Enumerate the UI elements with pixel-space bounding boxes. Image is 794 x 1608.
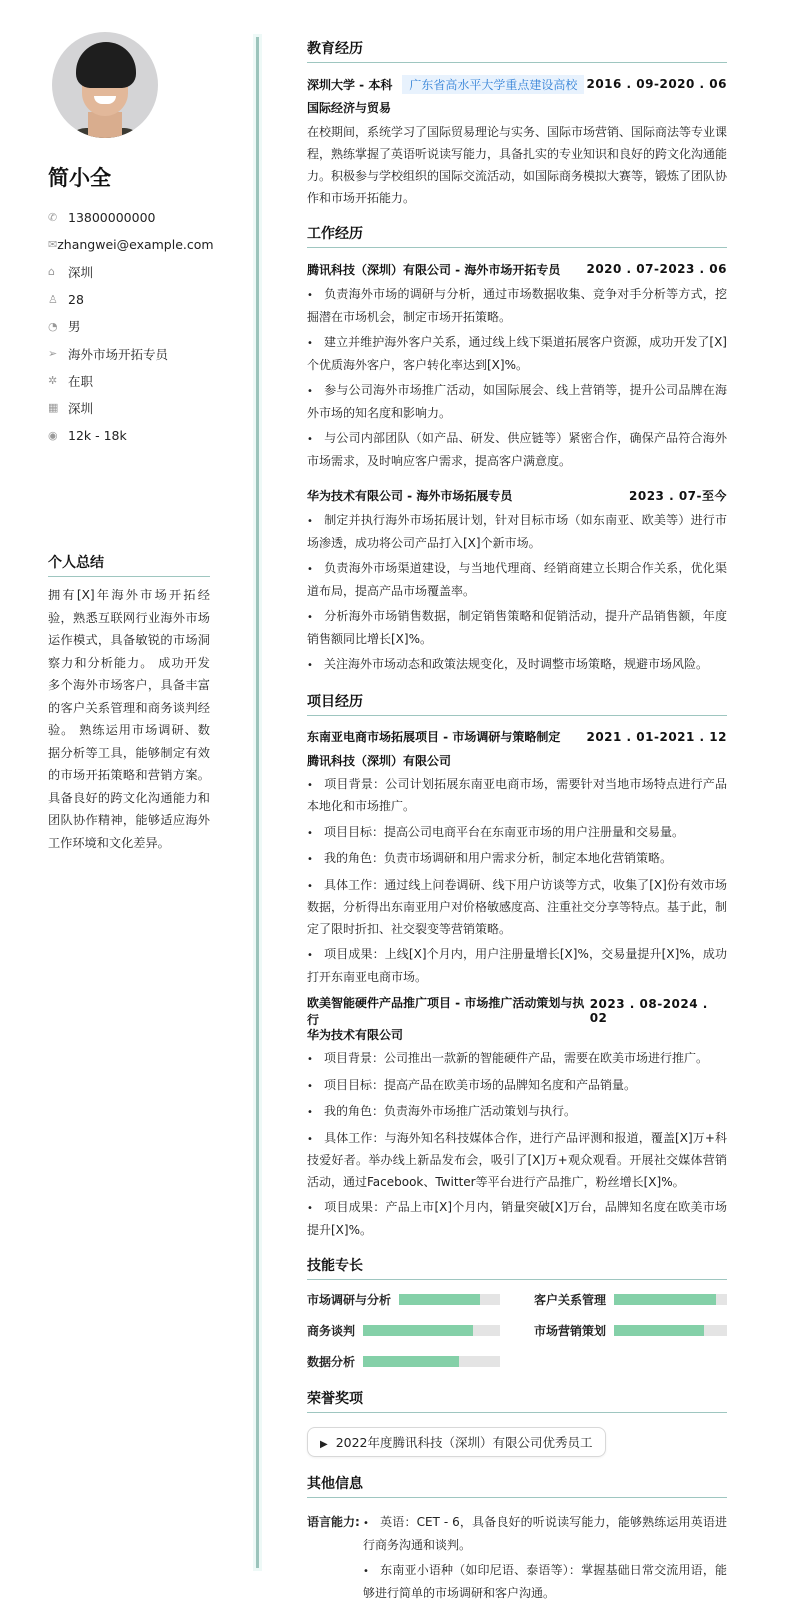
home-icon: ⌂: [48, 265, 55, 279]
skill-item: [307, 1352, 500, 1370]
building-icon: ▦: [48, 401, 59, 415]
job-title: 华为技术有限公司 - 海外市场拓展专员: [307, 488, 513, 503]
skill-name: 市场调研与分析: [307, 1292, 392, 1307]
job-date: 2020 . 07-2023 . 06: [586, 262, 727, 276]
section-title-work: 工作经历: [307, 223, 727, 248]
section-title-projects: 项目经历: [307, 691, 727, 716]
job-header: [307, 258, 727, 280]
award-item[interactable]: [307, 1427, 606, 1457]
list-item: • 项目成果：上线[X]个月内，用户注册量增长[X]%，交易量提升[X]%，成功打开东南亚电商市场。: [307, 947, 727, 984]
list-item: • 具体工作：与海外知名科技媒体合作，进行产品评测和报道，覆盖[X]万+科技爱好者。举办线上新品发布会，吸引了[X]万+观众观看。开展社交媒体营销活动，通过Facebook、Twitter等平台进行产品推广，粉丝增长[X]%。: [307, 1130, 727, 1189]
list-item: • 我的角色：负责海外市场推广活动策划与执行。: [307, 1104, 577, 1118]
skill-bar: [363, 1356, 500, 1367]
email-value: zhangwei@example.com: [57, 237, 214, 253]
summary-title: 个人总结: [48, 552, 210, 577]
list-item: • 项目目标：提高产品在欧美市场的品牌知名度和产品销量。: [307, 1077, 637, 1092]
contact-info-list: [48, 204, 213, 449]
language-label: 语言能力:: [307, 1515, 360, 1529]
education-description: 在校期间，系统学习了国际贸易理论与实务、国际市场营销、国际商法等专业课程，熟练掌握了英语听说读写能力，具备扎实的专业知识和良好的跨文化沟通能力。积极参与学校组织的国际交流活动，如国际商务模拟大赛等，锻炼了团队协作和市场开拓能力。: [307, 125, 728, 205]
target-city-value: 深圳: [68, 400, 94, 416]
info-status: [48, 367, 213, 394]
language-list: [363, 1512, 727, 1608]
skill-item: [307, 1290, 500, 1308]
education-header: [307, 73, 727, 95]
section-title-other: 其他信息: [307, 1473, 727, 1498]
expand-triangle-icon: ▶: [320, 1439, 328, 1450]
project-header: [307, 726, 727, 748]
status-value: 在职: [68, 373, 94, 389]
skill-item: [534, 1321, 727, 1339]
school-name: 深圳大学 - 本科: [307, 77, 393, 92]
skill-bar: [399, 1294, 500, 1305]
job-title: 腾讯科技（深圳）有限公司 - 海外市场开拓专员: [307, 262, 561, 277]
skills-section: [307, 1255, 727, 1370]
list-item: • 与公司内部团队（如产品、研发、供应链等）紧密合作，确保产品符合海外市场需求，及时响应客户需求，提高客户满意度。: [307, 431, 727, 468]
skill-name: 数据分析: [307, 1354, 356, 1369]
project-entry: [307, 726, 727, 989]
school-tag: 广东省高水平大学重点建设高校: [402, 75, 584, 94]
section-title-education: 教育经历: [307, 38, 727, 63]
skill-item: [307, 1321, 500, 1339]
section-title-awards: 荣誉奖项: [307, 1388, 727, 1413]
skill-bar: [614, 1325, 727, 1336]
info-gender: [48, 313, 213, 340]
age-icon: ♙: [48, 292, 58, 306]
project-title: 欧美智能硬件产品推广项目 - 市场推广活动策划与执行: [307, 996, 585, 1027]
mail-icon: ✉: [48, 238, 58, 252]
location-value: 深圳: [68, 264, 94, 280]
major: 国际经济与贸易: [307, 101, 392, 115]
project-company: 华为技术有限公司: [307, 1028, 404, 1042]
language-row: [307, 1512, 727, 1608]
list-item: • 分析海外市场销售数据，制定销售策略和促销活动，提升产品销售额，年度销售额同比增长[X]%。: [307, 609, 727, 646]
projects-section: [307, 691, 727, 1242]
job-bullets: [307, 284, 727, 472]
list-item: • 负责海外市场的调研与分析，通过市场数据收集、竞争对手分析等方式，挖掘潜在市场机会，制定市场开拓策略。: [307, 287, 727, 324]
list-item: • 项目背景：公司推出一款新的智能硬件产品，需要在欧美市场进行推广。: [307, 1051, 709, 1065]
skill-item: [534, 1290, 727, 1308]
award-text: 2022年度腾讯科技（深圳）有限公司优秀员工: [335, 1435, 593, 1450]
skill-name: 客户关系管理: [534, 1292, 607, 1307]
job-entry: [307, 484, 727, 677]
project-header: [307, 996, 727, 1027]
project-date: 2021 . 01-2021 . 12: [586, 729, 727, 744]
info-age: [48, 286, 213, 313]
list-item: • 制定并执行海外市场拓展计划，针对目标市场（如东南亚、欧美等）进行市场渗透，成功将公司产品打入[X]个新市场。: [307, 513, 727, 550]
gender-value: 男: [68, 319, 81, 335]
job-entry: [307, 258, 727, 472]
list-item: • 具体工作：通过线上问卷调研、线下用户访谈等方式，收集了[X]份有效市场数据，分析得出东南亚用户对价格敏感度高、注重社交分享等特点。基于此，制定了限时折扣、社交裂变等营销策略。: [307, 877, 728, 936]
salary-icon: ◉: [48, 428, 58, 442]
send-icon: ➢: [48, 347, 58, 361]
list-item: • 建立并维护海外客户关系，通过线上线下渠道拓展客户资源，成功开发了[X]个优质海外客户，客户转化率达到[X]%。: [307, 335, 727, 372]
project-bullets: [307, 774, 727, 989]
skill-bar: [363, 1325, 500, 1336]
project-entry: [307, 996, 727, 1241]
section-title-skills: 技能专长: [307, 1255, 727, 1280]
candidate-name: 简小全: [48, 166, 111, 190]
job-date: 2023 . 07-至今: [629, 488, 727, 503]
project-title: 东南亚电商市场拓展项目 - 市场调研与策略制定: [307, 730, 561, 744]
salary-value: 12k - 18k: [68, 427, 127, 443]
info-phone: [48, 204, 213, 231]
info-target-city: [48, 394, 213, 421]
job-bullets: [307, 510, 727, 677]
age-value: 28: [68, 291, 84, 307]
list-item: • 项目目标：提高公司电商平台在东南亚市场的用户注册量和交易量。: [307, 824, 685, 839]
info-salary: [48, 422, 213, 449]
job-header: [307, 484, 727, 506]
vertical-divider: [256, 37, 259, 1568]
project-date: 2023 . 08-2024 . 02: [589, 997, 708, 1025]
work-section: [307, 223, 727, 677]
education-date: 2016 . 09-2020 . 06: [586, 77, 727, 91]
list-item: • 项目背景：公司计划拓展东南亚电商市场，需要针对当地市场特点进行产品本地化和市场推广。: [307, 776, 727, 813]
sidebar: [48, 32, 213, 449]
list-item: • 东南亚小语种（如印尼语、泰语等）：掌握基础日常交流用语，能够进行简单的市场调研和客户沟通。: [363, 1563, 727, 1600]
list-item: • 项目成果：产品上市[X]个月内，销量突破[X]万台，品牌知名度在欧美市场提升[X]%。: [307, 1200, 727, 1237]
project-company: 腾讯科技（深圳）有限公司: [307, 753, 452, 768]
avatar: [52, 32, 158, 138]
project-bullets: [307, 1048, 727, 1241]
phone-value: 13800000000: [68, 210, 156, 226]
phone-icon: ✆: [48, 211, 58, 225]
info-position: [48, 340, 213, 367]
list-item: • 我的角色：负责市场调研和用户需求分析，制定本地化营销策略。: [307, 851, 673, 865]
skill-name: 商务谈判: [307, 1323, 356, 1338]
info-email: [48, 231, 213, 258]
list-item: • 英语：CET - 6，具备良好的听说读写能力，能够熟练运用英语进行商务沟通和谈判。: [363, 1515, 727, 1552]
gender-icon: ◔: [48, 319, 58, 333]
skill-name: 市场营销策划: [534, 1323, 607, 1338]
skills-grid: [307, 1290, 727, 1370]
list-item: • 参与公司海外市场推广活动，如国际展会、线上营销等，提升公司品牌在海外市场的知名度和影响力。: [307, 383, 727, 420]
status-icon: ✲: [48, 374, 58, 388]
main-content: [307, 38, 727, 1608]
other-section: [307, 1473, 727, 1608]
position-value: 海外市场开拓专员: [68, 346, 169, 362]
list-item: • 负责海外市场渠道建设，与当地代理商、经销商建立长期合作关系，优化渠道布局，提高产品市场覆盖率。: [307, 561, 727, 598]
skill-bar: [614, 1294, 727, 1305]
awards-section: [307, 1388, 727, 1457]
info-location: [48, 258, 213, 285]
education-section: [307, 38, 727, 209]
summary-text: 拥有[X]年海外市场开拓经验，熟悉互联网行业海外市场运作模式，具备敏锐的市场洞察力和分析能力。 成功开发多个海外市场客户，具备丰富的客户关系管理和商务谈判经验。 熟练运用市场调研、数据分析等工具，能够制定有效的市场开拓策略和营销方案。 具备良好的跨文化沟通能力和团队协作精神，能够适应海外工作环境和文化差异。: [48, 588, 210, 850]
list-item: • 关注海外市场动态和政策法规变化，及时调整市场策略，规避市场风险。: [307, 657, 709, 671]
